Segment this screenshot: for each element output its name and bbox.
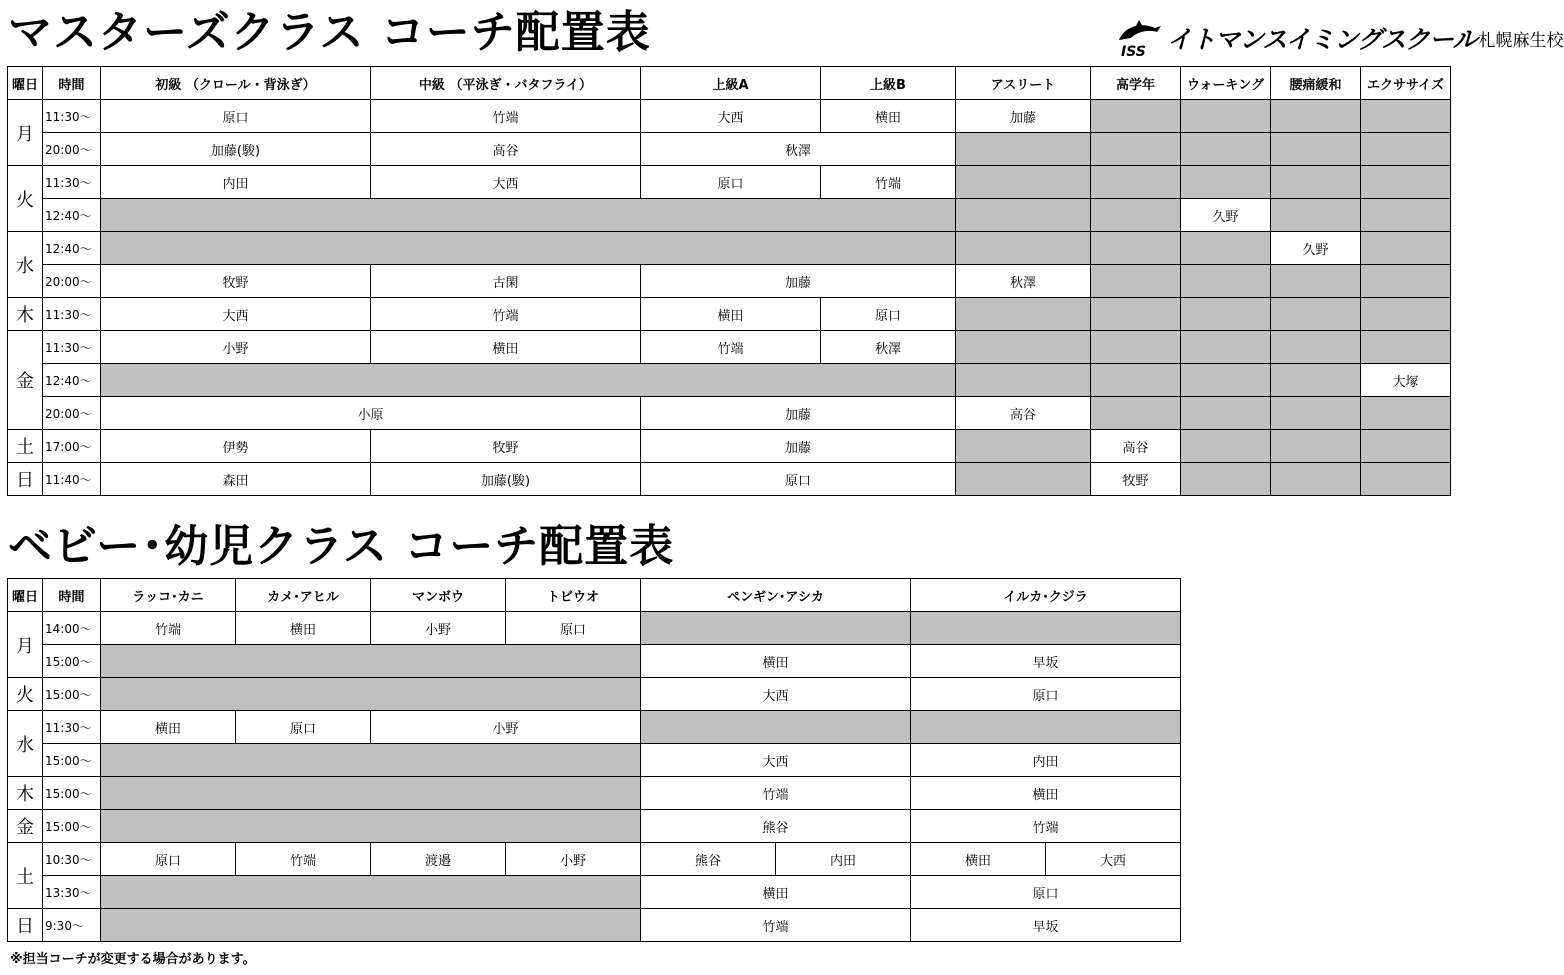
time-cell: 11:40～ [43, 463, 101, 496]
header-jokyu-b: 上級B [821, 67, 956, 100]
time-cell: 11:30～ [43, 166, 101, 199]
coach-cell: 早坂 [911, 909, 1181, 942]
empty-cell [1271, 133, 1361, 166]
header-time: 時間 [43, 67, 101, 100]
empty-cell [1091, 166, 1181, 199]
header-day: 曜日 [8, 67, 43, 100]
coach-cell: 森田 [101, 463, 371, 496]
coach-cell: 加藤 [641, 265, 956, 298]
coach-cell: 大西 [101, 298, 371, 331]
empty-cell [1091, 331, 1181, 364]
header-shokyu: 初級 （クロール・背泳ぎ） [101, 67, 371, 100]
table-row [8, 133, 1451, 166]
table-row [8, 166, 1451, 199]
empty-cell [1181, 166, 1271, 199]
day-cell-tue: 火 [8, 166, 43, 232]
coach-cell: 大西 [1046, 843, 1181, 876]
coach-cell: 牧野 [101, 265, 371, 298]
empty-cell [1361, 463, 1451, 496]
day-cell-wed: 水 [8, 232, 43, 298]
time-cell: 11:30～ [43, 100, 101, 133]
coach-cell: 竹端 [641, 909, 911, 942]
coach-cell: 加藤(駿) [101, 133, 371, 166]
day-cell-sun: 日 [8, 909, 43, 942]
coach-cell: 高谷 [956, 397, 1091, 430]
header-manbou: マンボウ [371, 579, 506, 612]
table-header-row [8, 579, 1181, 612]
time-cell: 12:40～ [43, 232, 101, 265]
table-row [8, 909, 1181, 942]
time-cell: 15:00～ [43, 645, 101, 678]
empty-cell [1091, 364, 1181, 397]
table-row [8, 331, 1451, 364]
logo-branch: 札幌麻生校 [1478, 30, 1564, 51]
time-cell: 10:30～ [43, 843, 101, 876]
empty-cell [1361, 100, 1451, 133]
time-cell: 11:30～ [43, 298, 101, 331]
table-header-row [8, 67, 1451, 100]
empty-cell [101, 777, 641, 810]
header-walking: ウォーキング [1181, 67, 1271, 100]
table-row [8, 876, 1181, 909]
coach-cell: 渡邉 [371, 843, 506, 876]
empty-cell [1181, 232, 1271, 265]
coach-cell: 内田 [101, 166, 371, 199]
empty-cell [956, 463, 1091, 496]
time-cell: 15:00～ [43, 678, 101, 711]
coach-cell: 牧野 [1091, 463, 1181, 496]
day-cell-sat: 土 [8, 430, 43, 463]
empty-cell [1361, 166, 1451, 199]
coach-cell: 原口 [641, 463, 956, 496]
time-cell: 12:40～ [43, 364, 101, 397]
empty-cell [1271, 199, 1361, 232]
empty-cell [1181, 364, 1271, 397]
header-exercise: エクササイズ [1361, 67, 1451, 100]
empty-cell [641, 711, 911, 744]
coach-cell: 大西 [641, 100, 821, 133]
empty-cell [101, 645, 641, 678]
time-cell: 20:00～ [43, 265, 101, 298]
school-logo [1115, 18, 1564, 58]
empty-cell [1181, 331, 1271, 364]
coach-cell: 秋澤 [821, 331, 956, 364]
time-cell: 15:00～ [43, 810, 101, 843]
table-row [8, 463, 1451, 496]
day-cell-mon: 月 [8, 100, 43, 166]
coach-cell: 竹端 [101, 612, 236, 645]
time-cell: 17:00～ [43, 430, 101, 463]
coach-cell: 横田 [911, 843, 1046, 876]
coach-cell: 竹端 [236, 843, 371, 876]
empty-cell [1271, 430, 1361, 463]
table-row [8, 397, 1451, 430]
table-row [8, 612, 1181, 645]
table-row [8, 810, 1181, 843]
coach-cell: 横田 [371, 331, 641, 364]
header-yotsu: 腰痛緩和 [1271, 67, 1361, 100]
empty-cell [1271, 331, 1361, 364]
table-row [8, 232, 1451, 265]
coach-cell: 小原 [101, 397, 641, 430]
empty-cell [1091, 199, 1181, 232]
table-row [8, 199, 1451, 232]
coach-cell: 小野 [101, 331, 371, 364]
empty-cell [101, 909, 641, 942]
coach-cell: 横田 [641, 876, 911, 909]
baby-title: ベビー･幼児クラス コーチ配置表 [8, 521, 675, 572]
coach-cell: 竹端 [371, 100, 641, 133]
coach-cell: 加藤 [641, 397, 956, 430]
header-penguin: ペンギン･アシカ [641, 579, 911, 612]
empty-cell [1181, 133, 1271, 166]
empty-cell [101, 876, 641, 909]
empty-cell [1181, 397, 1271, 430]
coach-cell: 秋澤 [956, 265, 1091, 298]
day-cell-sat: 土 [8, 843, 43, 909]
empty-cell [1271, 463, 1361, 496]
empty-cell [1091, 133, 1181, 166]
time-cell: 15:00～ [43, 744, 101, 777]
header-tobiuo: トビウオ [506, 579, 641, 612]
empty-cell [956, 133, 1091, 166]
empty-cell [1271, 364, 1361, 397]
coach-cell: 横田 [821, 100, 956, 133]
empty-cell [956, 331, 1091, 364]
empty-cell [1361, 232, 1451, 265]
coach-cell: 原口 [911, 678, 1181, 711]
coach-cell: 秋澤 [641, 133, 956, 166]
empty-cell [1361, 430, 1451, 463]
empty-cell [956, 232, 1091, 265]
table-row [8, 777, 1181, 810]
table-row [8, 678, 1181, 711]
footnote: ※担当コーチが変更する場合があります。 [10, 952, 256, 967]
time-cell: 11:30～ [43, 711, 101, 744]
table-row [8, 645, 1181, 678]
masters-schedule-table [7, 66, 1451, 496]
empty-cell [1361, 199, 1451, 232]
coach-cell: 加藤 [641, 430, 956, 463]
empty-cell [1181, 463, 1271, 496]
coach-cell: 熊谷 [641, 843, 776, 876]
time-cell: 15:00～ [43, 777, 101, 810]
table-row [8, 843, 1181, 876]
coach-cell: 小野 [506, 843, 641, 876]
empty-cell [1271, 100, 1361, 133]
table-row [8, 265, 1451, 298]
coach-cell: 横田 [236, 612, 371, 645]
empty-cell [1361, 397, 1451, 430]
header-rakko: ラッコ･カニ [101, 579, 236, 612]
empty-cell [1181, 298, 1271, 331]
empty-cell [1271, 298, 1361, 331]
time-cell: 12:40～ [43, 199, 101, 232]
day-cell-fri: 金 [8, 810, 43, 843]
empty-cell [1181, 430, 1271, 463]
header-kame: カメ･アヒル [236, 579, 371, 612]
empty-cell [101, 678, 641, 711]
day-cell-wed: 水 [8, 711, 43, 777]
coach-cell: 大西 [371, 166, 641, 199]
empty-cell [1091, 265, 1181, 298]
coach-cell: 竹端 [641, 331, 821, 364]
empty-cell [956, 199, 1091, 232]
dolphin-icon [1115, 18, 1163, 58]
coach-cell: 古閑 [371, 265, 641, 298]
coach-cell: 原口 [101, 100, 371, 133]
empty-cell [641, 612, 911, 645]
empty-cell [1361, 298, 1451, 331]
coach-cell: 竹端 [821, 166, 956, 199]
empty-cell [1091, 100, 1181, 133]
coach-cell: 原口 [101, 843, 236, 876]
coach-cell: 小野 [371, 711, 641, 744]
empty-cell [911, 711, 1181, 744]
empty-cell [1181, 100, 1271, 133]
day-cell-thu: 木 [8, 777, 43, 810]
coach-cell: 原口 [506, 612, 641, 645]
empty-cell [911, 612, 1181, 645]
header-iruka: イルカ･クジラ [911, 579, 1181, 612]
table-row [8, 744, 1181, 777]
logo-brand: イトマンスイミングスクール [1167, 25, 1477, 54]
coach-cell: 竹端 [641, 777, 911, 810]
coach-cell: 原口 [641, 166, 821, 199]
table-row [8, 100, 1451, 133]
day-cell-fri: 金 [8, 331, 43, 430]
table-row [8, 711, 1181, 744]
time-cell: 11:30～ [43, 331, 101, 364]
empty-cell [1091, 298, 1181, 331]
coach-cell: 横田 [641, 298, 821, 331]
coach-cell: 原口 [911, 876, 1181, 909]
coach-cell: 横田 [641, 645, 911, 678]
time-cell: 14:00～ [43, 612, 101, 645]
coach-cell: 原口 [821, 298, 956, 331]
empty-cell [1091, 397, 1181, 430]
masters-title: マスターズクラス コーチ配置表 [8, 7, 651, 58]
empty-cell [956, 430, 1091, 463]
day-cell-tue: 火 [8, 678, 43, 711]
header-athlete: アスリート [956, 67, 1091, 100]
coach-cell: 大西 [641, 744, 911, 777]
empty-cell [1091, 232, 1181, 265]
empty-cell [1361, 265, 1451, 298]
day-cell-thu: 木 [8, 298, 43, 331]
header-kogakunen: 高学年 [1091, 67, 1181, 100]
empty-cell [956, 166, 1091, 199]
empty-cell [1181, 265, 1271, 298]
coach-cell: 加藤 [956, 100, 1091, 133]
header-jokyu-a: 上級A [641, 67, 821, 100]
coach-cell: 原口 [236, 711, 371, 744]
coach-cell: 牧野 [371, 430, 641, 463]
table-row [8, 430, 1451, 463]
empty-cell [1271, 166, 1361, 199]
coach-cell: 高谷 [1091, 430, 1181, 463]
coach-cell: 久野 [1271, 232, 1361, 265]
time-cell: 20:00～ [43, 397, 101, 430]
day-cell-mon: 月 [8, 612, 43, 678]
empty-cell [101, 199, 956, 232]
empty-cell [101, 232, 956, 265]
header-day: 曜日 [8, 579, 43, 612]
coach-cell: 内田 [776, 843, 911, 876]
baby-schedule-table [7, 578, 1181, 942]
coach-cell: 竹端 [371, 298, 641, 331]
table-row [8, 298, 1451, 331]
time-cell: 9:30～ [43, 909, 101, 942]
coach-cell: 高谷 [371, 133, 641, 166]
coach-cell: 内田 [911, 744, 1181, 777]
header-chukyu: 中級 （平泳ぎ・バタフライ） [371, 67, 641, 100]
day-cell-sun: 日 [8, 463, 43, 496]
coach-cell: 熊谷 [641, 810, 911, 843]
coach-cell: 加藤(駿) [371, 463, 641, 496]
coach-cell: 伊勢 [101, 430, 371, 463]
table-row [8, 364, 1451, 397]
coach-cell: 久野 [1181, 199, 1271, 232]
coach-cell: 竹端 [911, 810, 1181, 843]
logo-mark: ISS [1121, 44, 1146, 60]
coach-cell: 早坂 [911, 645, 1181, 678]
time-cell: 13:30～ [43, 876, 101, 909]
empty-cell [956, 364, 1091, 397]
empty-cell [101, 364, 956, 397]
empty-cell [956, 298, 1091, 331]
coach-cell: 横田 [911, 777, 1181, 810]
empty-cell [101, 810, 641, 843]
empty-cell [101, 744, 641, 777]
coach-cell: 大西 [641, 678, 911, 711]
header-time: 時間 [43, 579, 101, 612]
empty-cell [1361, 133, 1451, 166]
empty-cell [1361, 331, 1451, 364]
empty-cell [1271, 265, 1361, 298]
coach-cell: 小野 [371, 612, 506, 645]
coach-cell: 大塚 [1361, 364, 1451, 397]
time-cell: 20:00～ [43, 133, 101, 166]
empty-cell [1271, 397, 1361, 430]
coach-cell: 横田 [101, 711, 236, 744]
